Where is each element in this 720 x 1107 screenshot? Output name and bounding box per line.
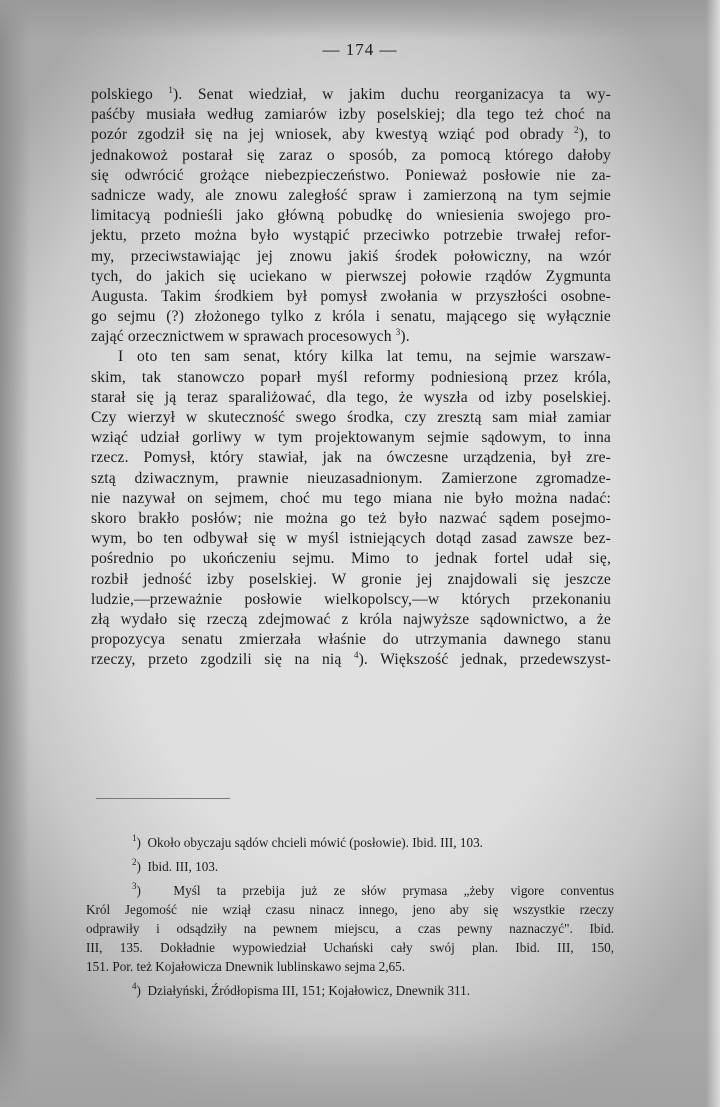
footnote-text: Myśl ta przebija już ze słów prymasa „żeby vigore conventus [173, 883, 614, 898]
footnote [86, 981, 614, 1000]
footnote-reference[interactable]: 3 [395, 327, 401, 338]
text-line [91, 226, 611, 246]
text-line [91, 347, 611, 367]
footnote-reference[interactable]: 4 [353, 650, 359, 661]
text-line-content: pośrednio po ukończeniu sejmu. Mimo to jednak fortel udał się, [91, 550, 611, 568]
text-line-content: sztą dziwacznym, prawnie nieuzasadnionym. Zamierzone zgromadze- [91, 469, 611, 487]
text-line-content: ). [400, 328, 410, 346]
text-line [91, 105, 611, 125]
text-line [91, 267, 611, 287]
text-line [91, 85, 611, 105]
footnote-text: Król Jegomość nie wziął czasu ninacz innego, jeno aby się wszystkie rzeczy [86, 902, 614, 917]
text-line [91, 408, 611, 428]
text-line-content: skoro brakło posłów; nie można go też było nazwać sądem posejmo- [91, 509, 611, 527]
text-line [91, 509, 611, 529]
text-line-content: ). Większość jednak, przedewszyst- [358, 651, 611, 669]
text-line [91, 166, 611, 186]
scan-shadow-top [0, 0, 720, 40]
footnote-text: odprawiły i odsądziły na pewnem miejscu, a czas pewny naznaczyć". Ibid. [86, 921, 614, 936]
text-line [91, 469, 611, 489]
text-line-content: ludzie,—przeważnie posłowie wielkopolscy,—w których przekonaniu [91, 590, 611, 608]
text-line-content: go sejmu (?) złożonego tylko z króla i senatu, mającego się wyłącznie [91, 308, 611, 326]
text-line-content: złą wydało się rzeczą zdejmować z króla najwyższe sądownictwo, a że [91, 610, 611, 628]
footnote-line [86, 919, 614, 938]
text-line-content: rzeczy, przeto zgodzili się na nią [91, 651, 354, 669]
text-line [91, 590, 611, 610]
text-line-content: polskiego [91, 86, 169, 103]
text-line-content: sadnicze wady, ale znowu zaległość spraw i zamierzoną na tym sejmie [91, 186, 611, 204]
text-line-content: propozycya senatu zmierzała właśnie do utrzymania dawnego stanu [91, 631, 611, 649]
text-line [91, 287, 611, 307]
footnote-text: Działyński, Źródłopisma III, 151; Kojałowicz, Dnewnik 311. [147, 983, 471, 998]
text-line [91, 529, 611, 549]
footnote-reference[interactable]: 1 [168, 85, 174, 95]
scan-shadow-bottom [0, 1027, 720, 1107]
footnote-marker: 2 [132, 857, 137, 867]
text-line [91, 247, 611, 267]
text-line-content: zająć orzecznictwem w sprawach procesowych [91, 328, 396, 346]
text-line-content: pozór zgodził się na jej wniosek, aby kwestyą wziąć pod obrady [91, 126, 575, 144]
page-edge-right [706, 0, 720, 1107]
text-line-content: się odwrócić grożące niebezpieczeństwo. Ponieważ posłowie nie za- [91, 166, 611, 184]
text-line-content: wym, bo ten odbywał się w myśl istniejących dotąd zasad zawsze bez- [91, 530, 611, 548]
footnote [86, 881, 614, 976]
text-line-content: nie nazywał on sejmem, choć mu tego miana nie było można nadać: [91, 489, 611, 507]
text-line-content: ). Senat wiedział, w jakim duchu reorganizacya ta wy- [173, 86, 611, 103]
text-line [91, 327, 611, 347]
footnote-marker-paren: ) [136, 983, 148, 998]
text-line [91, 368, 611, 388]
text-line [91, 650, 611, 670]
text-line-content: wziąć udział gorliwy w tym projektowanym sejmie sądowym, to inna [91, 429, 611, 447]
scan-shadow-left [0, 0, 30, 1107]
text-line [91, 146, 611, 166]
footnote-text: Ibid. III, 103. [147, 859, 219, 874]
footnote-marker-paren: ) [136, 835, 148, 850]
text-line-content: starał się ją teraz sparaliżować, dla tego, że wyszła od izby poselskiej. [91, 388, 611, 406]
footnote-reference[interactable]: 2 [574, 125, 579, 136]
text-line-content: rzecz. Pomysł, który stawiał, jak na ówczesne urządzenia, był zre- [91, 449, 611, 467]
footnotes [86, 833, 614, 1000]
footnote-line [86, 881, 614, 900]
text-line-content: jektu, przeto można było wystąpić przeciwko potrzebie trwałej refor- [91, 227, 611, 245]
text-line [91, 388, 611, 408]
text-line [91, 186, 611, 206]
footnote-text: 151. Por. też Kojałowicza Dnewnik lublinskawo sejma 2,65. [86, 959, 406, 974]
text-line-content: jednakowoż postarał się zaraz o sposób, za pomocą którego dałoby [91, 146, 611, 164]
footnote-marker: 4 [132, 981, 137, 991]
footnote-marker: 3 [132, 881, 137, 891]
text-line [91, 125, 611, 145]
text-line-content: tych, do jakich się uciekano w pierwszej połowie rządów Zygmunta [91, 267, 611, 285]
text-line [91, 610, 611, 630]
text-line [91, 206, 611, 226]
text-line [91, 428, 611, 448]
text-line-content: Augusta. Takim środkiem był pomysł zwołania w przyszłości osobne- [91, 287, 611, 305]
footnote-separator [96, 798, 230, 799]
text-line [91, 448, 611, 468]
text-line [91, 630, 611, 650]
footnote-line [86, 938, 614, 957]
footnote-marker-paren: ) [136, 883, 174, 898]
footnote-line [86, 981, 614, 1000]
footnote-text: III, 135. Dokładnie wypowiedział Uchański cały swój plan. Ibid. III, 150, [86, 940, 614, 955]
text-line-content: rozbił jedność izby poselskiej. W gronie jej znajdowali się jeszcze [91, 570, 611, 588]
text-line [91, 549, 611, 569]
footnote [86, 857, 614, 876]
text-line-content: my, przeciwstawiając jej znowu jakiś środek połowiczny, na wzór [91, 247, 611, 265]
footnote-text: Około obyczaju sądów chcieli mówić (posłowie). Ibid. III, 103. [147, 835, 483, 850]
footnote-line [86, 957, 614, 976]
footnote-line [86, 833, 614, 852]
footnote-marker-paren: ) [136, 859, 148, 874]
page-number-header: — 174 — [322, 40, 398, 59]
footnote-line [86, 900, 614, 919]
text-line-content: skim, tak stanowczo poparł myśl reformy podniesioną przez króla, [91, 368, 611, 386]
text-line [91, 307, 611, 327]
text-line-content: paśćby musiała według zamiarów izby poselskiej; dla tego też choć na [91, 106, 611, 124]
footnote-line [86, 857, 614, 876]
text-line [91, 489, 611, 509]
text-line-content: Czy wierzył w skuteczność swego środka, czy zresztą sam miał zamiar [91, 409, 611, 426]
footnote [86, 833, 614, 852]
text-line-content: ), to [578, 126, 611, 144]
text-line-content: limitacyą podnieśli jako główną pobudkę do wniesienia swojego pro- [91, 207, 611, 225]
footnote-marker: 1 [132, 833, 137, 843]
text-line-content: I oto ten sam senat, który kilka lat temu, na sejmie warszaw- [118, 348, 611, 366]
text-line [91, 570, 611, 590]
main-text [91, 85, 611, 670]
